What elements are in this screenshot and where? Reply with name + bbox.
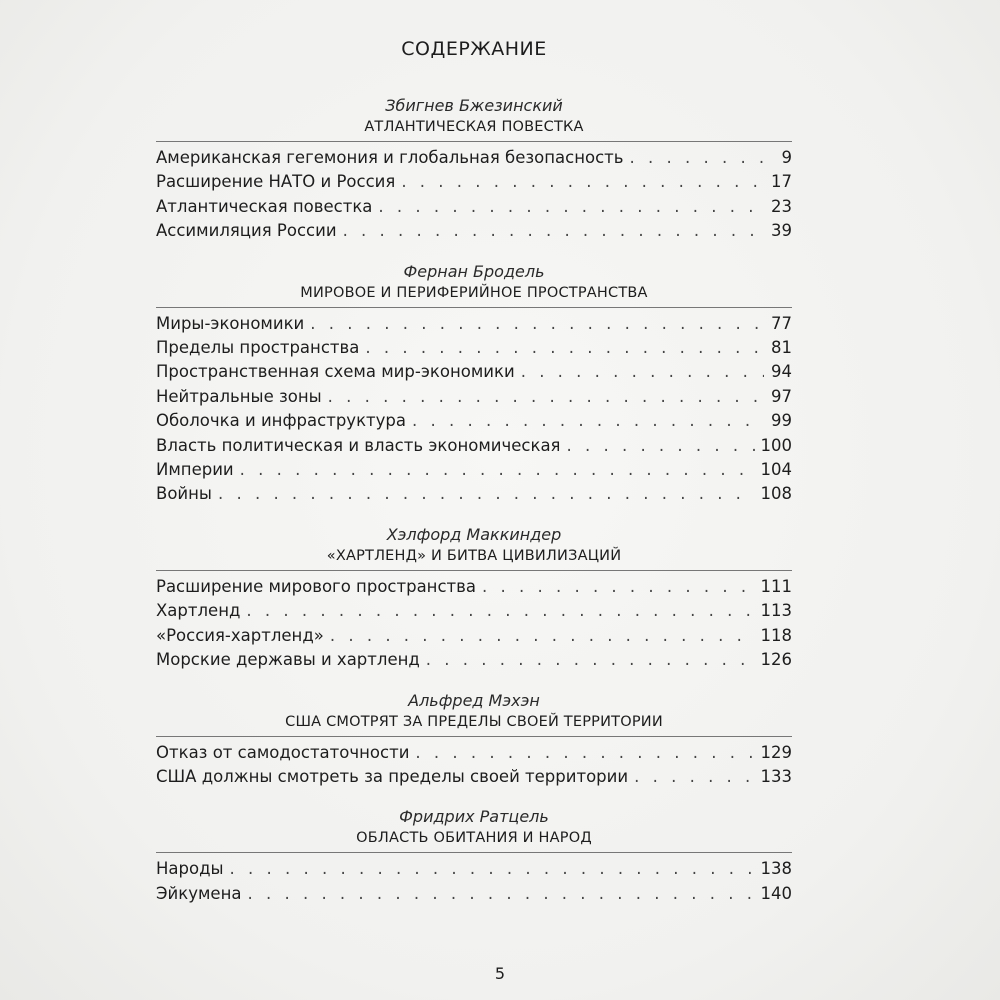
dot-leader bbox=[365, 336, 764, 360]
toc-entry bbox=[156, 624, 792, 648]
toc-entry bbox=[156, 765, 792, 789]
dot-leader bbox=[330, 624, 755, 648]
dot-leader bbox=[328, 385, 764, 409]
section-title: США СМОТРЯТ ЗА ПРЕДЕЛЫ СВОЕЙ ТЕРРИТОРИИ bbox=[285, 713, 663, 730]
dot-leader bbox=[343, 219, 764, 243]
section-divider bbox=[156, 736, 792, 737]
toc-section bbox=[156, 96, 792, 244]
toc-heading: СОДЕРЖАНИЕ bbox=[401, 38, 547, 60]
section-title: АТЛАНТИЧЕСКАЯ ПОВЕСТКА bbox=[364, 119, 584, 135]
dot-leader bbox=[426, 648, 755, 672]
toc-entry bbox=[156, 146, 792, 170]
toc-entry bbox=[156, 857, 792, 881]
page-number: 5 bbox=[494, 964, 506, 983]
section-divider bbox=[156, 570, 792, 571]
toc-entry bbox=[156, 195, 792, 219]
entry-title: Отказ от самодостаточности bbox=[156, 742, 410, 762]
dot-leader bbox=[521, 360, 764, 384]
entry-title: Народы bbox=[156, 859, 224, 879]
entry-page-number: 97 bbox=[771, 386, 792, 406]
entry-page-number: 99 bbox=[771, 411, 792, 431]
entry-title: Нейтральные зоны bbox=[156, 386, 322, 406]
dot-leader bbox=[247, 882, 754, 906]
dot-leader bbox=[415, 741, 754, 765]
toc-section bbox=[156, 262, 792, 507]
entry-title: Империи bbox=[156, 460, 234, 480]
section-author: Альфред Мэхэн bbox=[408, 690, 540, 710]
toc-entry bbox=[156, 434, 792, 458]
section-author: Фридрих Ратцель bbox=[399, 807, 549, 827]
entry-page-number: 133 bbox=[760, 766, 792, 786]
entry-page-number: 9 bbox=[781, 148, 792, 167]
toc-entry bbox=[156, 458, 792, 482]
entry-page-number: 17 bbox=[771, 172, 792, 192]
dot-leader bbox=[630, 146, 765, 170]
entry-title: США должны смотреть за пределы своей территории bbox=[156, 766, 629, 786]
entry-title: Эйкумена bbox=[156, 883, 242, 903]
toc-section bbox=[156, 525, 792, 673]
dot-leader bbox=[634, 765, 754, 789]
entry-title: Расширение мирового пространства bbox=[156, 576, 476, 596]
toc-entry bbox=[156, 882, 792, 906]
dot-leader bbox=[412, 409, 764, 433]
entry-page-number: 39 bbox=[771, 221, 792, 241]
dot-leader bbox=[230, 857, 755, 881]
entry-title: Хартленд bbox=[156, 601, 241, 621]
entry-title: Пространственная схема мир-экономики bbox=[156, 362, 515, 382]
toc-entry bbox=[156, 575, 792, 599]
toc-entry bbox=[156, 360, 792, 384]
entry-title: Атлантическая повестка bbox=[156, 196, 373, 216]
toc-entry bbox=[156, 219, 792, 243]
dot-leader bbox=[310, 312, 764, 336]
section-author: Збигнев Бжезинский bbox=[385, 96, 563, 115]
entry-page-number: 140 bbox=[760, 883, 792, 903]
dot-leader bbox=[482, 575, 755, 599]
toc-entry bbox=[156, 741, 792, 765]
entry-title: Морские державы и хартленд bbox=[156, 650, 420, 670]
toc-section bbox=[156, 691, 792, 790]
dot-leader bbox=[566, 434, 754, 458]
entry-page-number: 138 bbox=[760, 859, 792, 879]
entry-title: Власть политическая и власть экономическая bbox=[156, 435, 561, 455]
section-title: «ХАРТЛЕНД» И БИТВА ЦИВИЛИЗАЦИЙ bbox=[326, 547, 622, 564]
entry-title: Американская гегемония и глобальная безопасность bbox=[156, 148, 624, 167]
dot-leader bbox=[246, 599, 754, 623]
toc-entry bbox=[156, 409, 792, 433]
section-author: Хэлфорд Маккиндер bbox=[386, 524, 562, 544]
entry-page-number: 23 bbox=[771, 196, 792, 216]
entry-page-number: 77 bbox=[771, 313, 792, 333]
section-title: ОБЛАСТЬ ОБИТАНИЯ И НАРОД bbox=[356, 830, 592, 847]
toc-entry bbox=[156, 599, 792, 623]
entry-page-number: 104 bbox=[760, 460, 792, 480]
dot-leader bbox=[401, 170, 764, 194]
toc-entry bbox=[156, 385, 792, 409]
entry-title: Пределы пространства bbox=[156, 338, 360, 358]
entry-title: Ассимиляция России bbox=[156, 221, 337, 241]
dot-leader bbox=[240, 458, 755, 482]
entry-page-number: 118 bbox=[760, 625, 792, 645]
section-divider bbox=[156, 307, 792, 308]
section-title: МИРОВОЕ И ПЕРИФЕРИЙНОЕ ПРОСТРАНСТВА bbox=[300, 284, 648, 301]
dot-leader bbox=[378, 195, 764, 219]
entry-page-number: 129 bbox=[760, 742, 792, 762]
toc-entry bbox=[156, 482, 792, 506]
entry-title: «Россия-хартленд» bbox=[156, 625, 324, 645]
entry-title: Миры-экономики bbox=[156, 313, 305, 333]
entry-page-number: 113 bbox=[760, 601, 792, 621]
toc-sections bbox=[156, 96, 792, 906]
entry-page-number: 81 bbox=[771, 338, 792, 358]
entry-title: Расширение НАТО и Россия bbox=[156, 172, 396, 192]
dot-leader bbox=[218, 482, 755, 506]
toc-entry bbox=[156, 648, 792, 672]
entry-page-number: 111 bbox=[760, 576, 792, 596]
entry-page-number: 100 bbox=[760, 435, 792, 455]
section-divider bbox=[156, 141, 792, 142]
section-divider bbox=[156, 852, 792, 853]
entry-title: Войны bbox=[156, 484, 212, 504]
entry-page-number: 108 bbox=[760, 484, 792, 504]
entry-page-number: 94 bbox=[771, 362, 792, 382]
toc-entry bbox=[156, 336, 792, 360]
toc-entry bbox=[156, 312, 792, 336]
section-author: Фернан Бродель bbox=[403, 261, 545, 281]
entry-page-number: 126 bbox=[760, 650, 792, 670]
table-of-contents bbox=[156, 30, 792, 924]
toc-section bbox=[156, 807, 792, 906]
toc-entry bbox=[156, 170, 792, 194]
entry-title: Оболочка и инфраструктура bbox=[156, 411, 406, 431]
